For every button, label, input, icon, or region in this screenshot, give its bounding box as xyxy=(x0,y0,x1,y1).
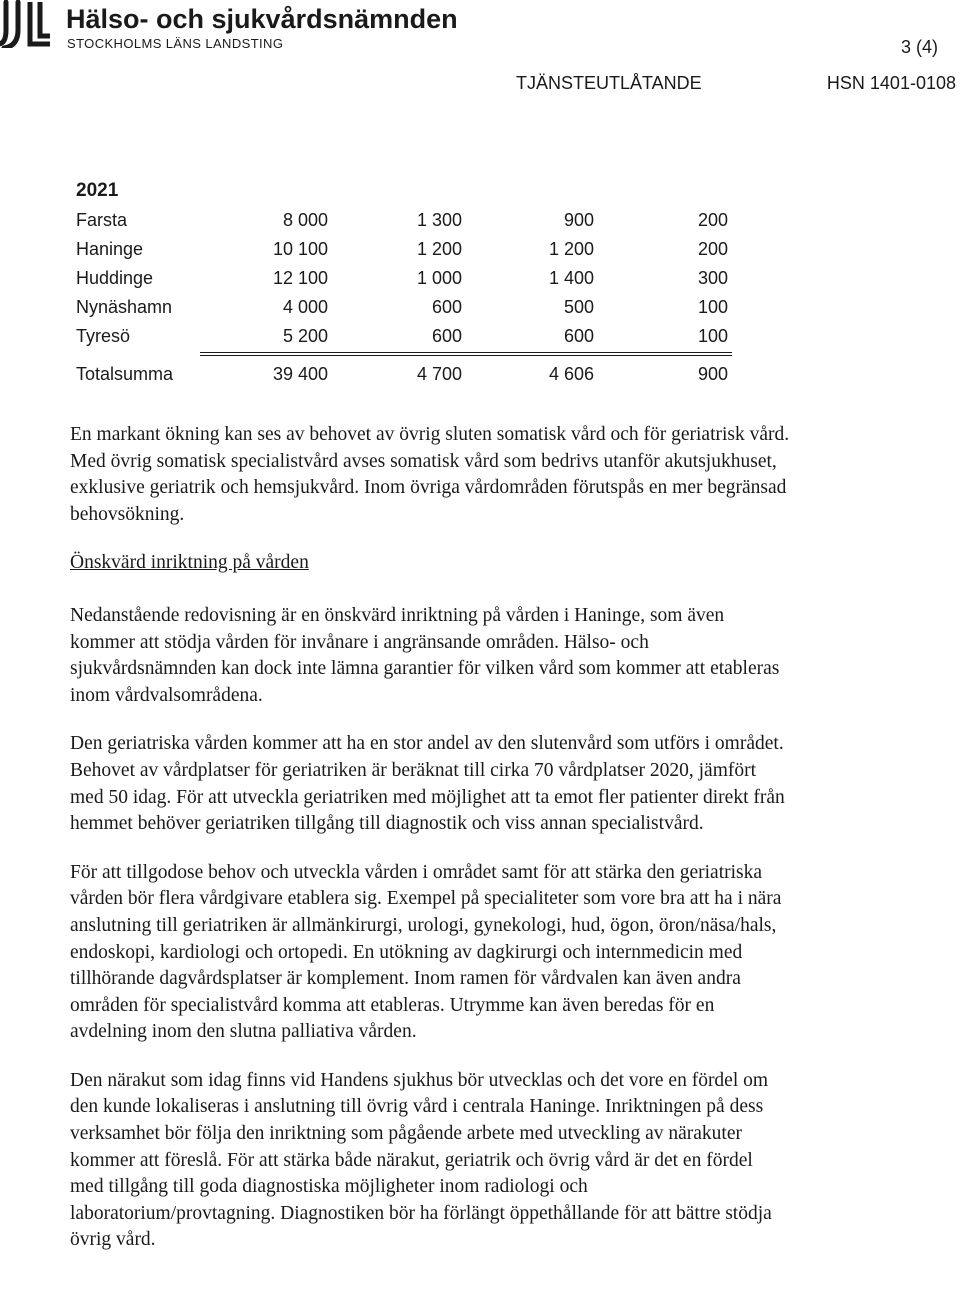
document-type: TJÄNSTEUTLÅTANDE xyxy=(516,73,702,93)
paragraph: För att tillgodose behov och utveckla vården i området samt för att stärka den geriatriska vården bör flera vårdgivare etablera sig. Exempel på specialiteter som vore bra att ha i nära anslutning till geriatriken är allmänkirurgi, urologi, gynekologi, hud, ögon, öron/näsa/hals, endoskopi, kardiologi och ortopedi. En utökning av dagkirurgi och internmedicin med tillhörande dagvårdsplatser är komplement. Inom ramen för vårdvalen kan även andra områden för specialistvård komma att etableras. Utrymme kan även beredas för en avdelning inom den slutna palliativa vården. xyxy=(70,861,782,1043)
table-cell-value: 12 100 xyxy=(272,268,328,288)
table-row xyxy=(76,322,736,351)
table-cell-value: 200 xyxy=(697,239,728,259)
table-year-heading: 2021 xyxy=(76,180,119,201)
landsting-logo-icon xyxy=(0,0,52,48)
table-row xyxy=(76,235,736,264)
paragraph: Den närakut som idag finns vid Handens sjukhus bör utvecklas och det vore en fördel om den kunde lokaliseras i anslutning till övrig vård i centrala Haninge. Inriktningen på dess verksamhet bör följa den inriktning som pågående arbete med utveckling av närakuter kommer att föreslå. För att stärka både närakut, geriatrik och övrig vård är det en fördel med tillgång till goda diagnostiska möjligheter inom radiologi och laboratorium/provtagning. Diagnostiken bör ha förlängt öppethållande för att bättre stödja övrig vård. xyxy=(70,1069,772,1251)
table-cell-value: 900 xyxy=(563,210,594,230)
table-cell-value: 600 xyxy=(431,297,462,317)
table-cell-value: 500 xyxy=(563,297,594,317)
table-cell-value: 1 400 xyxy=(548,268,594,288)
org-name: Hälso- och sjukvårdsnämnden xyxy=(66,4,458,34)
table-row xyxy=(76,264,736,293)
table-cell-value: 10 100 xyxy=(272,239,328,259)
table-row xyxy=(76,206,736,235)
table-cell-area: Totalsumma xyxy=(76,364,174,384)
paragraph: En markant ökning kan ses av behovet av övrig sluten somatisk vård och för geriatrisk vård. Med övrig somatisk specialistvård avses somatisk vård som bedrivs utanför akutsjukhuset, exklusive geriatrik och hemsjukvård. Inom övriga vårdområden förutspås en mer begränsad behovsökning. xyxy=(70,424,790,525)
table-cell-value: 39 400 xyxy=(272,364,328,384)
table-cell-value: 1 200 xyxy=(548,239,594,259)
table-cell-area: Huddinge xyxy=(76,268,154,288)
document-body xyxy=(70,422,790,1276)
table-cell-area: Haninge xyxy=(76,239,144,259)
table-total-row xyxy=(76,360,736,389)
table-cell-value: 8 000 xyxy=(282,210,328,230)
table-cell-value: 4 606 xyxy=(548,364,594,384)
table-cell-value: 600 xyxy=(563,326,594,346)
paragraph: Nedanstående redovisning är en önskvärd inriktning på vården i Haninge, som även kommer att stödja vården för invånare i angränsande områden. Hälso- och sjukvårdsnämnden kan dock inte lämna garantier för vilken vård som kommer att etableras inom vårdvalsområdena. xyxy=(70,604,780,706)
total-divider xyxy=(200,352,732,356)
table-row xyxy=(76,293,736,322)
table-cell-value: 100 xyxy=(697,326,728,346)
table-cell-area: Nynäshamn xyxy=(76,297,173,317)
table-cell-value: 1 000 xyxy=(416,268,462,288)
page-number: 3 (4) xyxy=(900,37,938,57)
table-cell-value: 4 700 xyxy=(416,364,462,384)
table-cell-value: 1 200 xyxy=(416,239,462,259)
document-id: HSN 1401-0108 xyxy=(826,73,956,93)
table-cell-value: 1 300 xyxy=(416,210,462,230)
table-cell-area: Tyresö xyxy=(76,326,131,346)
table-cell-value: 5 200 xyxy=(282,326,328,346)
table-cell-value: 600 xyxy=(431,326,462,346)
section-heading: Önskvärd inriktning på vården xyxy=(70,552,309,574)
table-cell-value: 100 xyxy=(697,297,728,317)
org-subtitle: STOCKHOLMS LÄNS LANDSTING xyxy=(67,36,284,51)
table-cell-area: Farsta xyxy=(76,210,128,230)
table-cell-value: 200 xyxy=(697,210,728,230)
care-volume-table xyxy=(76,176,736,389)
table-cell-value: 900 xyxy=(697,364,728,384)
paragraph: Den geriatriska vården kommer att ha en stor andel av den slutenvård som utförs i området. Behovet av vårdplatser för geriatriken är beräknat till cirka 70 vårdplatser 2020, jämfört med 50 idag. För att utveckla geriatriken med möjlighet att ta emot fler patienter direkt från hemmet behöver geriatriken tillgång till diagnostik och viss annan specialistvård. xyxy=(70,733,785,835)
table-cell-value: 300 xyxy=(697,268,728,288)
table-cell-value: 4 000 xyxy=(282,297,328,317)
